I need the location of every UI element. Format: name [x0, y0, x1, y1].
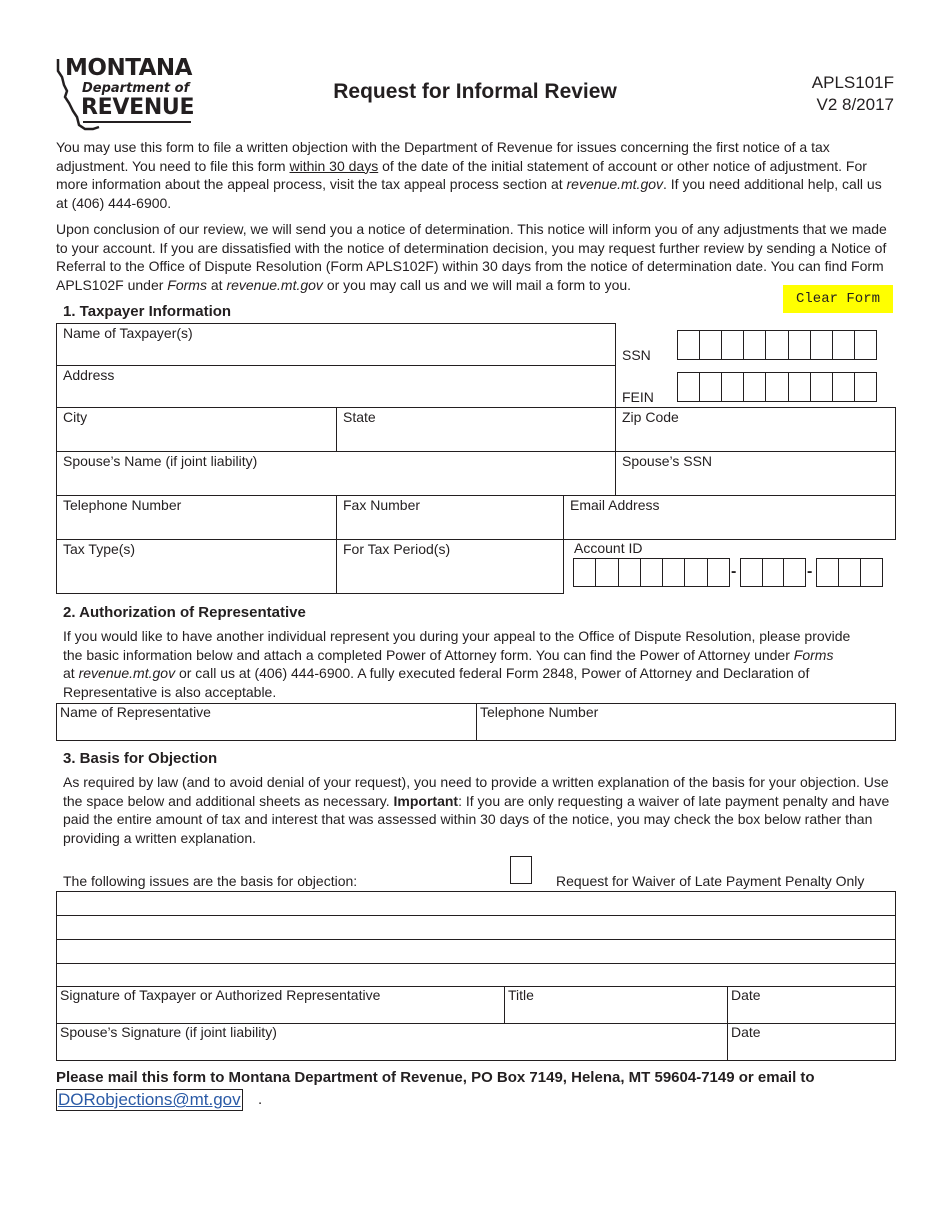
taxpayer-name-field[interactable] [56, 323, 616, 366]
account-id-dash: - [731, 563, 737, 580]
section-text: As required by law (and to avoid denial of your request), you need to provide a written explanation of the basis for your objection. Use the space below and additional sheets as necessary. [63, 774, 889, 809]
forms-text: Forms [167, 276, 207, 293]
representative-name-field[interactable] [56, 703, 477, 741]
email-address-field[interactable] [563, 495, 896, 540]
field-label: Account ID [574, 540, 643, 556]
logo-revenue: REVENUE [81, 95, 195, 120]
representative-phone-field[interactable] [476, 703, 896, 741]
website-text: revenue.mt.gov [78, 665, 176, 681]
field-label: Spouse’s SSN [622, 453, 713, 469]
spouse-ssn-field[interactable] [615, 451, 896, 496]
tax-period-field[interactable] [336, 539, 564, 594]
field-label: For Tax Period(s) [343, 541, 451, 557]
spouse-name-field[interactable] [56, 451, 616, 496]
forms-text: Forms [793, 646, 834, 663]
taxpayer-signature-field[interactable] [56, 986, 505, 1024]
issues-label: The following issues are the basis for objection: [63, 873, 358, 889]
logo-underline [83, 121, 191, 123]
city-field[interactable] [56, 407, 337, 452]
spouse-signature-date-field[interactable] [727, 1023, 896, 1061]
waiver-checkbox[interactable] [510, 856, 532, 884]
fein-label: FEIN [622, 389, 654, 405]
field-label: Spouse’s Signature (if joint liability) [60, 1024, 277, 1040]
deadline-text: within 30 days [289, 157, 379, 174]
intro-text: You may use this form to file a written objection with the Department of Revenue for issues concerning the first notice of a tax adjustment. You need to file this form [56, 139, 830, 174]
field-label: Email Address [570, 497, 660, 513]
important-text: Important [393, 792, 459, 809]
field-label: Date [731, 1024, 761, 1040]
intro-text: of the date of the initial statement of account or other notice of adjustment. For more information about the appeal process, visit the tax appeal process section at [56, 157, 867, 192]
section-2-heading: 2. Authorization of Representative [63, 604, 306, 621]
account-id-part-3[interactable] [816, 558, 883, 587]
title-field[interactable] [504, 986, 728, 1024]
field-label: City [63, 409, 88, 425]
tax-type-field[interactable] [56, 539, 337, 594]
field-label: Tax Type(s) [63, 541, 136, 557]
telephone-field[interactable] [56, 495, 337, 540]
section-text: at [63, 665, 79, 681]
objection-line-3[interactable] [56, 939, 896, 964]
ssn-input[interactable] [677, 330, 877, 360]
website-text: revenue.mt.gov [226, 276, 323, 293]
mailing-instructions: Please mail this form to Montana Department of Revenue, PO Box 7149, Helena, MT 59604-7149 or email to [56, 1069, 815, 1086]
fein-input[interactable] [677, 372, 877, 402]
field-label: State [343, 409, 376, 425]
clear-form-button[interactable]: Clear Form [783, 285, 893, 313]
intro-text: at [206, 276, 227, 293]
objections-email-link[interactable]: DORobjections@mt.gov [58, 1090, 241, 1109]
section-text: or call us at (406) 444-6900. A fully executed federal Form 2848, Power of Attorney and Declaration of Representative is also acceptable. [63, 665, 810, 700]
signature-date-field[interactable] [727, 986, 896, 1024]
section-1-heading: 1. Taxpayer Information [63, 303, 232, 320]
waiver-label: Request for Waiver of Late Payment Penalty Only [556, 873, 865, 889]
intro-text: Upon conclusion of our review, we will send you a notice of determination. This notice will inform you of any adjustments that we made to your account. If you are dissatisfied with the notice of determination decision, you may request further review by sending a Notice of Referral to the Office of Dispute Resolution (Form APLS102F) within 30 days from the notice of determination date. You can find Form APLS102F under [56, 221, 887, 293]
intro-paragraph-2 [56, 220, 896, 294]
form-identifier [812, 72, 894, 116]
field-label: Address [63, 367, 115, 383]
form-number: APLS101F [811, 73, 894, 92]
ssn-label: SSN [622, 347, 651, 363]
field-label: Zip Code [622, 409, 679, 425]
logo-montana: MONTANA [65, 55, 192, 81]
objection-line-2[interactable] [56, 915, 896, 940]
field-label: Telephone Number [480, 704, 599, 720]
field-label: Name of Representative [60, 704, 211, 720]
fax-field[interactable] [336, 495, 564, 540]
section-2-text [63, 627, 863, 701]
section-text: : If you are only requesting a waiver of late payment penalty and have paid the entire amount of tax and interest that was assessed within 30 days of the notice, you may check the box below rather than providing a written explanation. [63, 792, 890, 846]
intro-text: . If you need additional help, call us at (406) 444-6900. [56, 176, 882, 211]
section-text: If you would like to have another individual represent you during your appeal to the Office of Dispute Resolution, please provide the basic information below and attach a completed Power of Attorney form. You can find the Power of Attorney under [63, 628, 851, 663]
address-field[interactable] [56, 365, 616, 408]
field-label: Fax Number [343, 497, 421, 513]
intro-paragraph-1 [56, 138, 896, 212]
field-label: Date [731, 987, 761, 1003]
objection-line-4[interactable] [56, 963, 896, 987]
objection-line-1[interactable] [56, 891, 896, 916]
footer-period: . [258, 1091, 263, 1108]
account-id-part-2[interactable] [740, 558, 806, 587]
account-id-dash: - [807, 563, 813, 580]
section-3-text [63, 773, 893, 847]
field-label: Signature of Taxpayer or Authorized Representative [60, 987, 381, 1003]
account-id-part-1[interactable] [573, 558, 730, 587]
form-version: V2 8/2017 [816, 95, 894, 114]
logo-department: Department of [82, 81, 190, 96]
intro-text: or you may call us and we will mail a form to you. [322, 276, 632, 293]
field-label: Title [508, 987, 534, 1003]
zip-code-field[interactable] [615, 407, 896, 452]
section-3-heading: 3. Basis for Objection [63, 750, 218, 767]
state-field[interactable] [336, 407, 616, 452]
field-label: Name of Taxpayer(s) [63, 325, 193, 341]
field-label: Telephone Number [63, 497, 182, 513]
website-text: revenue.mt.gov [566, 176, 664, 192]
page-title: Request for Informal Review [333, 80, 617, 103]
spouse-signature-field[interactable] [56, 1023, 728, 1061]
field-label: Spouse’s Name (if joint liability) [63, 453, 258, 469]
